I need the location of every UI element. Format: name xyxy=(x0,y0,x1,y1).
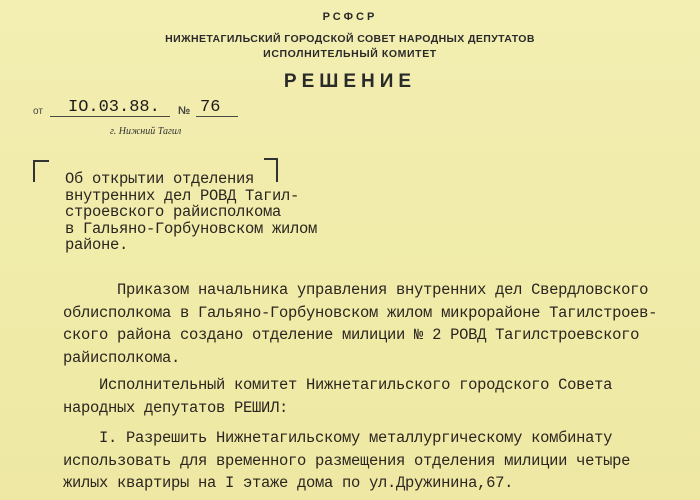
committee-heading: ИСПОЛНИТЕЛЬНЫЙ КОМИТЕТ xyxy=(263,48,437,60)
text-line: облисполкома в Гальяно-Горбуновском жилом микрорайоне Тагилстроев- xyxy=(63,303,658,322)
subject-line: в Гальяно-Горбуновском жилом xyxy=(65,219,318,238)
text-line: Исполнительный комитет Нижнетагильского городского Совета xyxy=(63,376,613,394)
text-line: Приказом начальника управления внутренних дел Свердловского xyxy=(63,281,649,299)
subject-line: Об открытии отделения xyxy=(65,170,255,188)
document-title: РЕШЕНИЕ xyxy=(283,71,417,92)
council-heading: НИЖНЕТАГИЛЬСКИЙ ГОРОДСКОЙ СОВЕТ НАРОДНЫХ ДЕПУТАТОВ xyxy=(165,33,535,45)
number-underline xyxy=(196,116,238,117)
document-number: 76 xyxy=(200,98,221,117)
subject-line: строевского райисполкома xyxy=(65,203,282,221)
subject-line: районе. xyxy=(65,236,129,254)
subject-line: внутренних дел РОВД Тагил- xyxy=(65,186,300,205)
preamble-paragraph xyxy=(63,279,657,369)
date-prefix: от xyxy=(33,106,43,117)
subject-bracket-left xyxy=(33,160,49,182)
subject-block xyxy=(65,171,317,254)
resolution-paragraph xyxy=(63,374,612,419)
place-of-issue: г. Нижний Тагил xyxy=(110,126,182,137)
text-line: народных депутатов РЕШИЛ: xyxy=(63,398,289,417)
document-date: IO.03.88. xyxy=(68,98,160,117)
text-line: ского района создано отделение милиции № 2 РОВД Тагилстроевского xyxy=(63,326,640,344)
text-line: использовать для временного размещения отделения милиции четыре xyxy=(63,451,631,470)
text-line: I. Разрешить Нижнетагильскому металлургическому комбинату xyxy=(63,429,613,447)
number-prefix: № xyxy=(178,105,191,117)
date-underline xyxy=(50,116,170,117)
country-heading: РСФСР xyxy=(322,11,378,23)
text-line: райисполкома. xyxy=(63,348,181,367)
item-one-paragraph xyxy=(63,427,630,495)
text-line: жилых квартиры на I этаже дома по ул.Дружинина,67. xyxy=(63,474,514,492)
